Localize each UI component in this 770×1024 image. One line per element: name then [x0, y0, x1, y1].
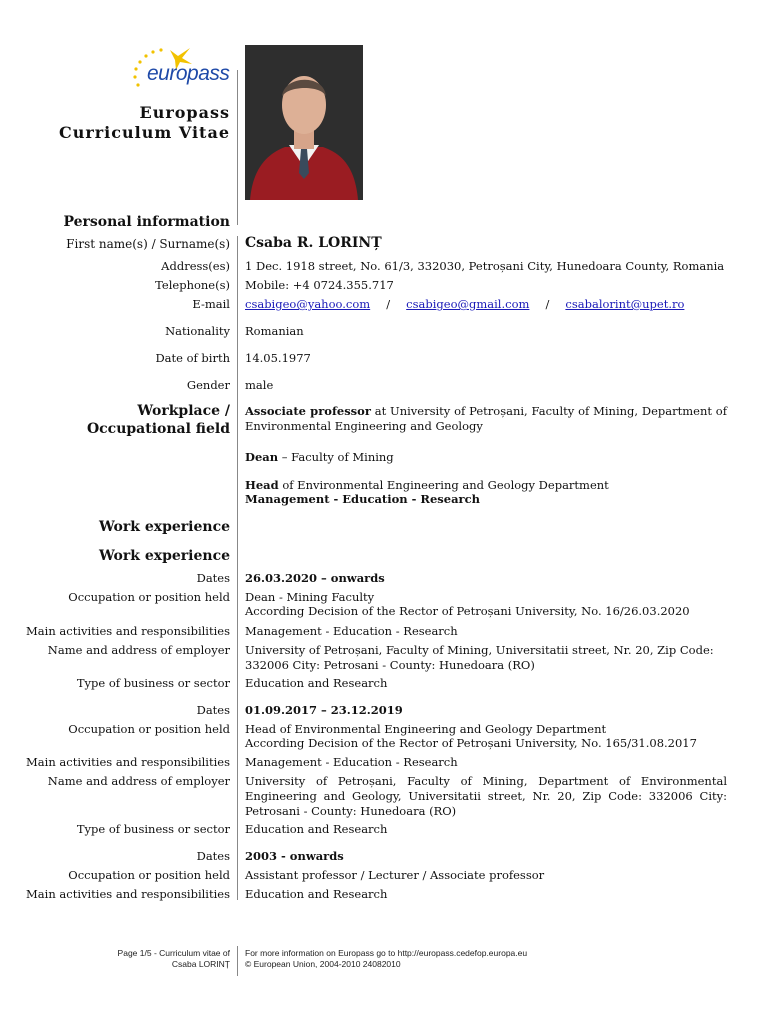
role-description: of Environmental Engineering and Geology Department	[278, 478, 609, 492]
section-occupational-field: Occupational field	[86, 421, 230, 437]
telephone-value: Mobile: +4 0724.355.717	[245, 278, 394, 292]
email-list	[245, 297, 684, 311]
dates-label: Dates	[196, 703, 230, 717]
entry-business: Education and Research	[245, 676, 388, 690]
footer-europass-info: For more information on Europass go to http://europass.cedefop.europa.eu	[245, 948, 528, 958]
workplace-fields: Management - Education - Research	[245, 492, 480, 506]
employer-label: Name and address of employer	[47, 643, 230, 657]
section-work-experience: Work experience	[98, 548, 230, 564]
section-workplace: Workplace /	[137, 403, 230, 419]
logo-text: europass	[147, 62, 230, 85]
europass-logo	[120, 42, 238, 94]
entry-dates: 01.09.2017 – 23.12.2019	[245, 703, 403, 717]
entry-activities: Management - Education - Research	[245, 755, 458, 769]
entry-employer: University of Petroșani, Faculty of Mining, Department of Environmental Engineering and Geology, Universitatii street, Nr. 20, Zip Code: 332006 City: Petrosani - County: Hunedoara (RO)	[245, 774, 727, 818]
role-title: Associate professor	[245, 404, 371, 418]
activities-label: Main activities and responsibilities	[26, 624, 230, 638]
business-label: Type of business or sector	[76, 676, 230, 690]
name-label: First name(s) / Surname(s)	[66, 237, 230, 251]
nationality-label: Nationality	[165, 324, 230, 338]
email-link-gmail[interactable]: csabigeo@gmail.com	[406, 297, 530, 311]
entry-activities: Management - Education - Research	[245, 624, 458, 638]
dates-label: Dates	[196, 849, 230, 863]
workplace-role-associate	[245, 404, 727, 434]
employer-label: Name and address of employer	[47, 774, 230, 788]
cv-title-line1: Europass	[139, 103, 230, 122]
occupation-label: Occupation or position held	[68, 722, 230, 736]
full-name: Csaba R. LORINȚ	[245, 235, 382, 251]
dob-label: Date of birth	[155, 351, 230, 365]
footer-divider	[237, 946, 238, 976]
entry-dates: 2003 - onwards	[245, 849, 344, 863]
role-title: Dean	[245, 450, 279, 464]
footer-page-info: Page 1/5 - Curriculum vitae of	[117, 948, 230, 958]
address-value: 1 Dec. 1918 street, No. 61/3, 332030, Petroșani City, Hunedoara County, Romania	[245, 259, 725, 273]
business-label: Type of business or sector	[76, 822, 230, 836]
occupation-label: Occupation or position held	[68, 590, 230, 604]
vertical-divider	[237, 70, 238, 225]
entry-business: Education and Research	[245, 822, 388, 836]
entry-occupation: Assistant professor / Lecturer / Associate professor	[245, 868, 545, 882]
occupation-label: Occupation or position held	[68, 868, 230, 882]
section-work-experience: Work experience	[98, 519, 230, 535]
section-personal-information: Personal information	[63, 214, 230, 230]
entry-employer: University of Petroșani, Faculty of Mining, Universitatii street, Nr. 20, Zip Code: 332006 City: Petrosani - County: Hunedoara (RO)	[245, 643, 714, 672]
workplace-role-head	[245, 478, 609, 492]
activities-label: Main activities and responsibilities	[26, 887, 230, 901]
telephone-label: Telephone(s)	[155, 278, 230, 292]
email-separator: /	[545, 297, 550, 311]
nationality-value: Romanian	[245, 324, 304, 338]
role-description: at University of Petroșani, Faculty of Mining, Department of Environmental Engineering and Geology	[245, 404, 727, 433]
entry-occupation-decision: According Decision of the Rector of Petroșani University, No. 165/31.08.2017	[245, 736, 697, 750]
entry-occupation: Head of Environmental Engineering and Geology Department	[245, 722, 607, 736]
dates-label: Dates	[196, 571, 230, 585]
dob-value: 14.05.1977	[245, 351, 311, 365]
email-label: E-mail	[192, 297, 230, 311]
footer-page-owner: Csaba LORINȚ	[171, 959, 230, 969]
entry-occupation-decision: According Decision of the Rector of Petroșani University, No. 16/26.03.2020	[245, 604, 690, 618]
workplace-role-dean	[245, 450, 394, 464]
vertical-divider	[237, 236, 238, 900]
address-label: Address(es)	[161, 259, 230, 273]
role-description: – Faculty of Mining	[278, 450, 394, 464]
entry-dates: 26.03.2020 – onwards	[245, 571, 385, 585]
gender-value: male	[245, 378, 274, 392]
profile-photo	[245, 45, 363, 200]
entry-activities: Education and Research	[245, 887, 388, 901]
footer-copyright: © European Union, 2004-2010 24082010	[245, 959, 401, 969]
cv-title-line2: Curriculum Vitae	[58, 123, 230, 142]
entry-occupation: Dean - Mining Faculty	[245, 590, 375, 604]
gender-label: Gender	[186, 378, 230, 392]
email-link-upet[interactable]: csabalorint@upet.ro	[565, 297, 685, 311]
role-title: Head	[245, 478, 279, 492]
email-separator: /	[386, 297, 391, 311]
activities-label: Main activities and responsibilities	[26, 755, 230, 769]
email-link-yahoo[interactable]: csabigeo@yahoo.com	[245, 297, 371, 311]
